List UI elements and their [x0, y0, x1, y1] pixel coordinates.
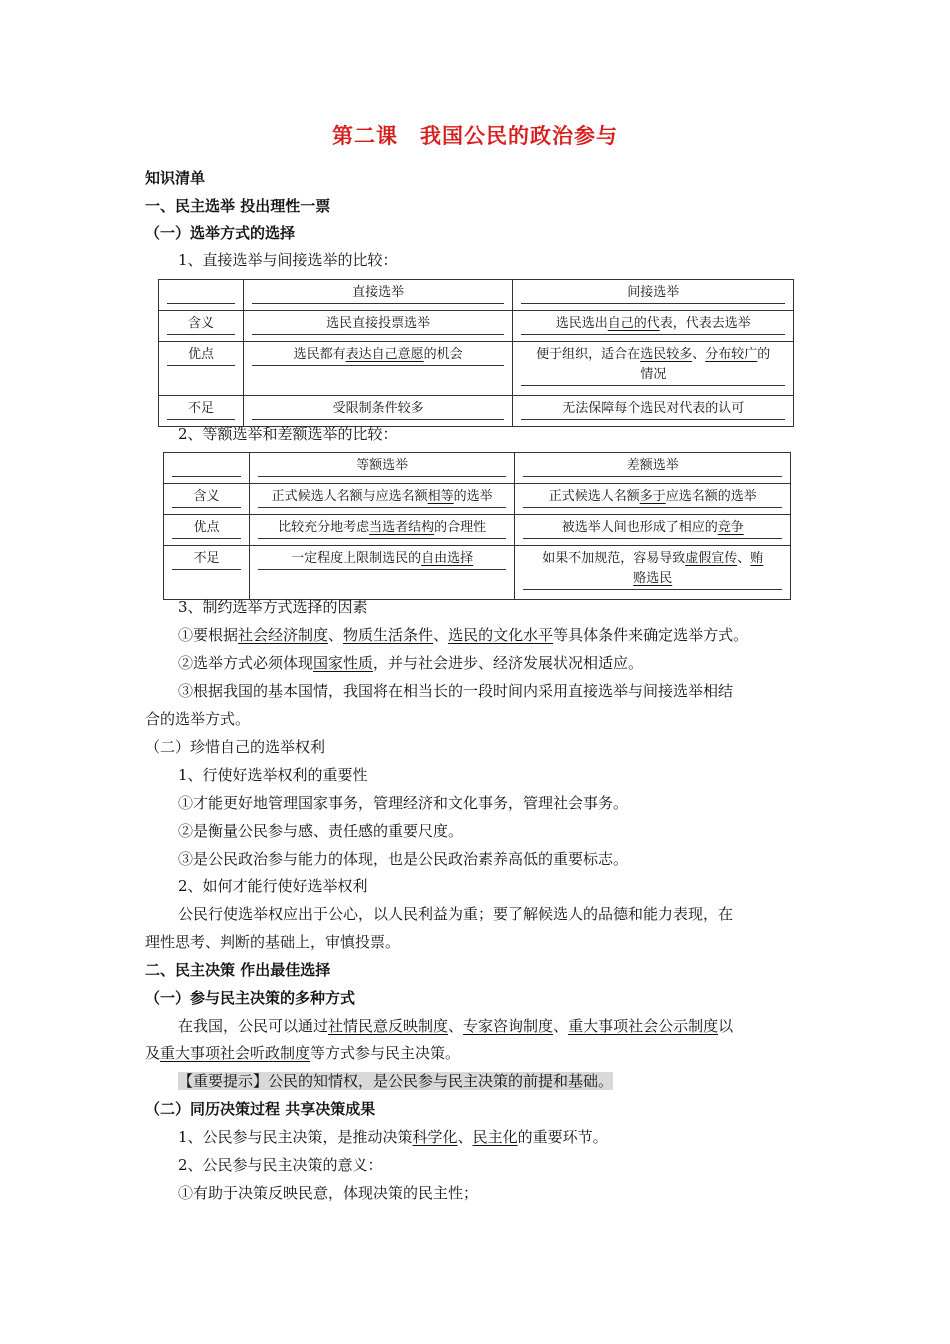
subsection-2-2-heading: （二）同历决策过程 共享决策成果 — [145, 1100, 376, 1118]
cell-competitive-meaning: 正式候选人名额多于应选名额的选举 — [523, 487, 782, 508]
header-blank-cell — [167, 283, 235, 304]
table-row — [159, 396, 794, 427]
header-direct: 直接选举 — [252, 283, 505, 304]
rights-paragraph-line1: 公民行使选举权应出于公心，以人民利益为重；要了解候选人的品德和能力表现，在 — [178, 905, 734, 923]
cell-equal-meaning: 正式候选人名额与应选名额相等的选举 — [258, 487, 507, 508]
cell-equal-advantage: 比较充分地考虑当选者结构的合理性 — [258, 518, 507, 539]
subsection-1-1-heading: （一）选举方式的选择 — [145, 224, 296, 242]
table-row — [159, 311, 794, 342]
knowledge-list-heading: 知识清单 — [145, 169, 206, 187]
direct-indirect-table — [158, 279, 794, 427]
cell-indirect-meaning: 选民选出自己的代表，代表去选举 — [521, 314, 785, 335]
factor-3-line1: ③根据我国的基本国情，我国将在相当长的一段时间内采用直接选举与间接选举相结 — [178, 682, 734, 700]
header-indirect: 间接选举 — [521, 283, 785, 304]
cell-indirect-shortcoming: 无法保障每个选民对代表的认可 — [521, 399, 785, 420]
rights-paragraph-line2: 理性思考、判断的基础上，审慎投票。 — [145, 933, 401, 951]
header-blank-cell — [172, 456, 241, 477]
rights-point-3: ③是公民政治参与能力的体现，也是公民政治素养高低的重要标志。 — [178, 850, 629, 868]
cell-competitive-shortcoming-line1: 如果不加规范，容易导致虚假宣传、贿 — [542, 551, 764, 566]
row-label: 优点 — [167, 345, 235, 366]
page-title: 第二课 我国公民的政治参与 — [332, 123, 618, 148]
row-label: 优点 — [172, 518, 241, 539]
table-header-row — [164, 453, 791, 484]
rights-item-1: 1、行使好选举权利的重要性 — [178, 766, 368, 784]
table-row — [164, 484, 791, 515]
subsection-2-1-heading: （一）参与民主决策的多种方式 — [145, 989, 356, 1007]
row-label: 含义 — [172, 487, 241, 508]
cell-equal-shortcoming: 一定程度上限制选民的自由选择 — [258, 549, 507, 570]
decision-methods-line1: 在我国，公民可以通过社情民意反映制度、专家咨询制度、重大事项社会公示制度以 — [178, 1017, 734, 1035]
section-1-heading: 一、民主选举 投出理性一票 — [145, 197, 331, 215]
factor-3-line2: 合的选举方式。 — [145, 710, 251, 728]
row-label: 含义 — [167, 314, 235, 335]
factor-2: ②选举方式必须体现国家性质，并与社会进步、经济发展状况相适应。 — [178, 654, 644, 672]
factor-1: ①要根据社会经济制度、物质生活条件、选民的文化水平等具体条件来确定选举方式。 — [178, 626, 749, 644]
item-2-text: 2、等额选举和差额选举的比较： — [178, 425, 398, 443]
item-1-text: 1、直接选举与间接选举的比较： — [178, 251, 398, 269]
cell-competitive-advantage: 被选举人间也形成了相应的竞争 — [523, 518, 782, 539]
rights-item-2: 2、如何才能行使好选举权利 — [178, 877, 368, 895]
cell-direct-advantage: 选民都有表达自己意愿的机会 — [252, 345, 505, 366]
cell-direct-shortcoming: 受限制条件较多 — [252, 399, 505, 420]
cell-competitive-shortcoming-line2: 赂选民 — [523, 569, 782, 590]
table-header-row — [159, 280, 794, 311]
important-tip: 【重要提示】公民的知情权，是公民参与民主决策的前提和基础。 — [178, 1072, 614, 1090]
table-row — [164, 546, 791, 600]
rights-point-1: ①才能更好地管理国家事务，管理经济和文化事务，管理社会事务。 — [178, 794, 629, 812]
item-3-text: 3、制约选举方式选择的因素 — [178, 598, 368, 616]
decision-methods-line2: 及重大事项社会听政制度等方式参与民主决策。 — [145, 1044, 461, 1062]
equal-competitive-table — [163, 452, 791, 600]
table-row — [164, 515, 791, 546]
cell-indirect-advantage-line2: 情况 — [521, 365, 785, 386]
cell-direct-meaning: 选民直接投票选举 — [252, 314, 505, 335]
decision-significance-1: ①有助于决策反映民意，体现决策的民主性； — [178, 1184, 479, 1202]
table-row — [159, 342, 794, 396]
rights-point-2: ②是衡量公民参与感、责任感的重要尺度。 — [178, 822, 464, 840]
row-label: 不足 — [167, 399, 235, 420]
header-equal: 等额选举 — [258, 456, 507, 477]
header-competitive: 差额选举 — [523, 456, 782, 477]
decision-item-1: 1、公民参与民主决策，是推动决策科学化、民主化的重要环节。 — [178, 1128, 608, 1146]
section-2-heading: 二、民主决策 作出最佳选择 — [145, 961, 331, 979]
decision-item-2: 2、公民参与民主决策的意义： — [178, 1156, 383, 1174]
cell-indirect-advantage-line1: 便于组织，适合在选民较多、分布较广的 — [536, 347, 771, 362]
row-label: 不足 — [172, 549, 241, 570]
subsection-1-2-heading: （二）珍惜自己的选举权利 — [145, 738, 326, 756]
